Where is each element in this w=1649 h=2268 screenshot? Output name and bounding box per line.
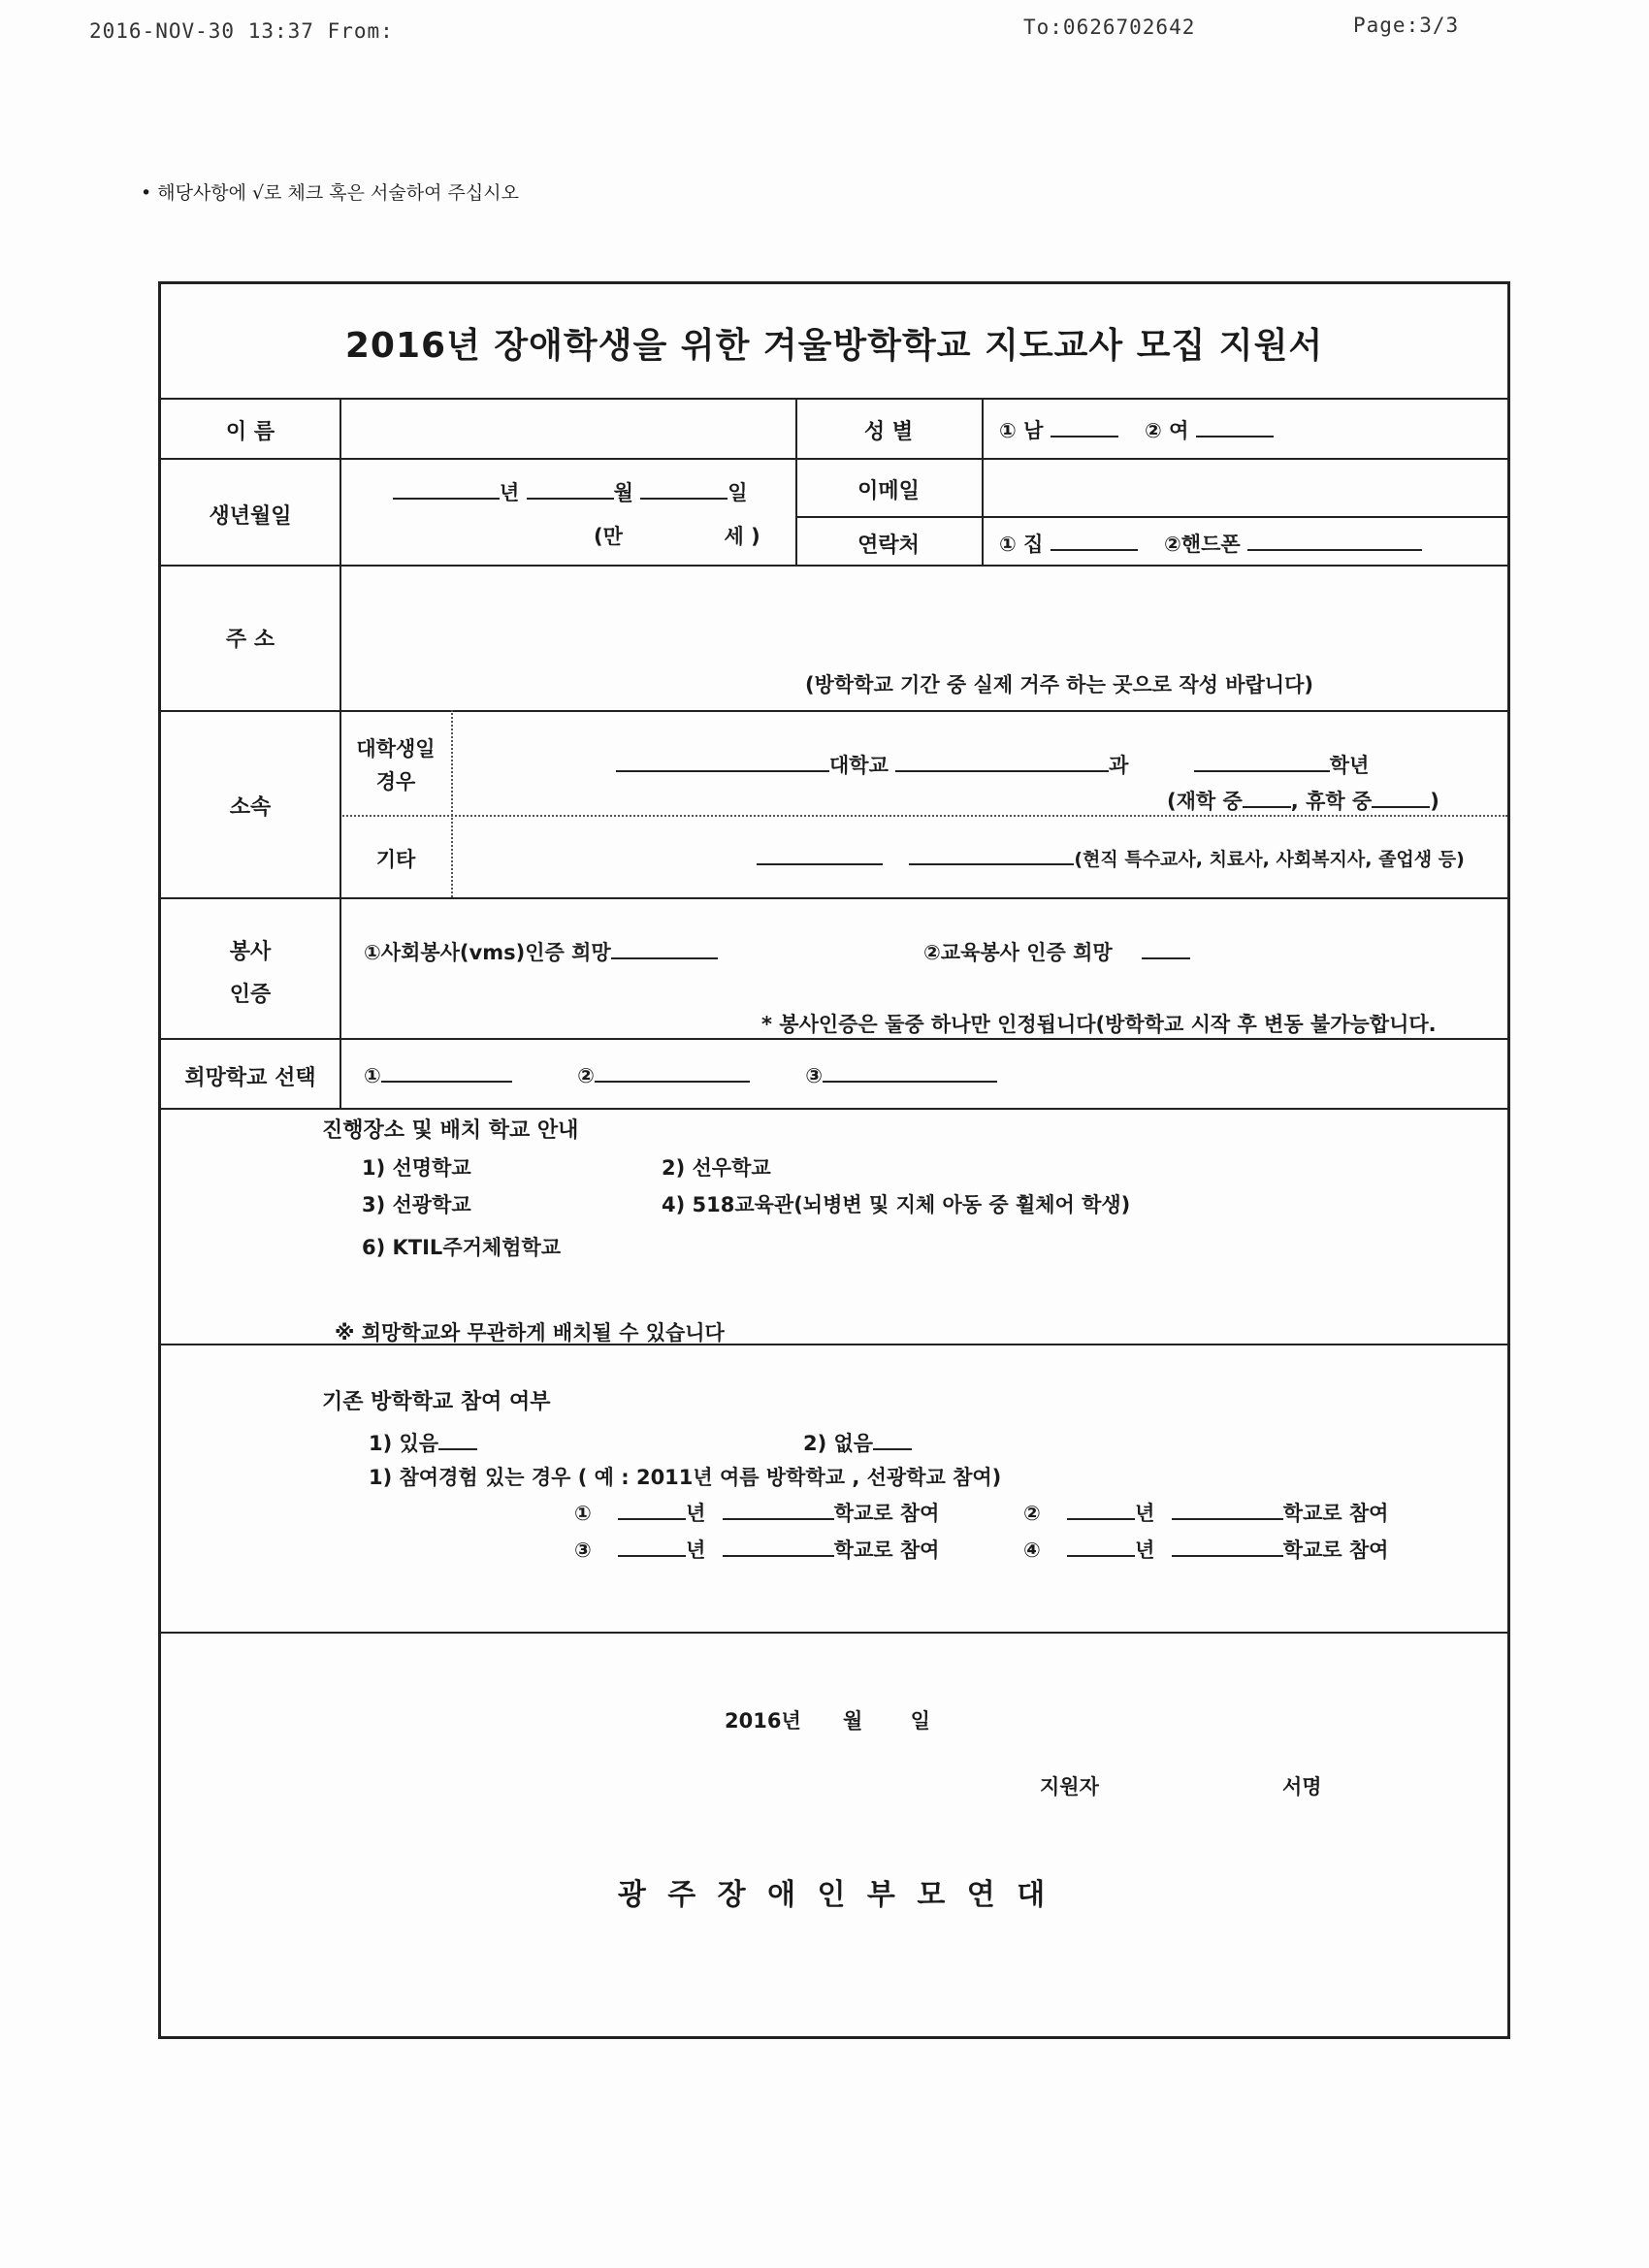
volunteer-opt2-check[interactable] [1142,938,1190,959]
participation-example: 1) 참여경험 있는 경우 ( 예 : 2011년 여름 방학학교 , 선광학교 참여) [369,1466,1002,1489]
age-close: 세 ) [724,525,760,548]
choice-3-label: ③ [805,1064,823,1087]
date-month: 월 [843,1709,863,1733]
entry-2-year: 년 [1135,1502,1155,1525]
participation-yes-label: 1) 있음 [369,1432,439,1455]
enrolled-check[interactable] [1243,787,1291,808]
birth-month-input[interactable] [527,478,614,500]
gender-female-check[interactable] [1196,416,1274,437]
entry-4-school: 학교로 참여 [1282,1539,1389,1562]
entry-2-school-input[interactable] [1172,1499,1283,1520]
entry-2-year-input[interactable] [1067,1499,1135,1520]
volunteer-option-2 [923,937,1190,966]
contact-home-input[interactable] [1051,530,1138,551]
entry-3-year: 년 [686,1539,706,1562]
rule-participation [161,1632,1507,1634]
entry-3-school: 학교로 참여 [833,1539,940,1562]
rule-univ-dotted [340,815,1507,817]
univ-case-line2: 경우 [375,770,416,794]
participation-no-label: 2) 없음 [803,1432,874,1455]
entry-3-school-input[interactable] [723,1536,834,1557]
other-input-1[interactable] [757,844,883,865]
other-fields [757,844,1465,871]
contact-fields [999,529,1422,558]
gender-female: ② 여 [1145,419,1189,442]
participation-entry-1 [574,1498,939,1527]
volunteer-option-1 [364,937,718,966]
entry-1-num: ① [574,1502,592,1525]
volunteer-line2: 인증 [229,983,272,1007]
birth-date-fields [393,477,748,506]
rule-address [161,710,1507,712]
volunteer-note: * 봉사인증은 둘중 하나만 인정됩니다(방학학교 시작 후 변동 불가능합니다. [761,1013,1437,1036]
gender-options [999,415,1274,444]
date-year: 2016년 [725,1709,801,1733]
gender-male: ① 남 [999,419,1044,442]
col-right-divider [982,398,984,565]
organization-name: 광 주 장 애 인 부 모 연 대 [617,1878,1051,1912]
venue-school-3: 3) 선광학교 [362,1193,471,1216]
choice-3-input[interactable] [823,1061,997,1083]
label-address: 주 소 [225,628,275,652]
participation-entry-2 [1023,1498,1388,1527]
enrolled-label: (재학 중 [1167,790,1243,813]
birth-day-unit: 일 [728,481,748,504]
dept-label: 과 [1109,754,1129,777]
label-other: 기타 [375,848,416,871]
participation-no [803,1428,912,1457]
birth-month-unit: 월 [613,481,633,504]
form-title: 2016년 장애학생을 위한 겨울방학학교 지도교사 모집 지원서 [344,326,1324,366]
instruction-text: • 해당사항에 √로 체크 혹은 서술하여 주십시오 [141,182,519,204]
label-school-choice: 희망학교 선택 [184,1066,316,1090]
univ-fields [616,750,1369,779]
age-open: (만 [594,525,623,548]
univ-label: 대학교 [829,754,889,777]
fax-page: Page:3/3 [1353,14,1460,37]
address-note: (방학학교 기간 중 실제 거주 하는 곳으로 작성 바랍니다) [805,673,1313,697]
rule-email [795,516,1507,518]
venue-school-5: 6) KTIL주거체험학교 [362,1236,562,1259]
grade-label: 학년 [1329,754,1370,777]
univ-case-line1: 대학생일 [356,737,436,761]
signature-date [725,1705,930,1734]
entry-4-num: ④ [1023,1539,1041,1562]
choice-2-input[interactable] [595,1061,750,1083]
rule-name [161,458,1507,460]
rule-school-choice [161,1108,1507,1110]
birth-year-unit: 년 [500,481,520,504]
entry-4-year: 년 [1135,1539,1155,1562]
participation-yes [369,1428,477,1457]
rule-volunteer [161,1038,1507,1040]
fax-recipient: To:0626702642 [1023,16,1196,39]
fax-datetime: 2016-NOV-30 13:37 From: [89,19,394,43]
dept-input[interactable] [895,751,1109,772]
contact-home-label: ① 집 [999,533,1044,556]
venue-note: ※ 희망학교와 무관하게 배치될 수 있습니다 [335,1321,725,1345]
univ-input[interactable] [616,751,829,772]
label-email: 이메일 [857,479,920,503]
rule-title [161,398,1507,400]
choice-2-label: ② [577,1064,595,1087]
date-day: 일 [910,1709,930,1733]
participation-yes-check[interactable] [438,1429,477,1450]
participation-heading: 기존 방학학교 참여 여부 [322,1390,551,1414]
volunteer-opt2-label: ②교육봉사 인증 희망 [923,941,1113,964]
contact-mobile-input[interactable] [1247,530,1422,551]
entry-1-school: 학교로 참여 [833,1502,940,1525]
leave-check[interactable] [1372,787,1430,808]
birth-day-input[interactable] [640,478,728,500]
other-input-2[interactable] [909,844,1074,865]
volunteer-opt1-check[interactable] [611,938,718,959]
entry-4-school-input[interactable] [1172,1536,1283,1557]
school-choices [364,1061,997,1087]
signature-label[interactable]: 서명 [1282,1775,1322,1798]
grade-input[interactable] [1194,751,1330,772]
label-gender: 성 별 [863,420,914,444]
participation-no-check[interactable] [873,1429,912,1450]
venue-school-4: 4) 518교육관(뇌병변 및 지체 아동 중 휠체어 학생) [662,1193,1131,1216]
age-field [594,521,760,550]
label-affiliation: 소속 [229,795,272,820]
birth-year-input[interactable] [393,478,500,500]
label-univ-case [341,732,450,798]
other-note: (현직 특수교사, 치료사, 사회복지사, 졸업생 등) [1074,849,1465,870]
entry-4-year-input[interactable] [1067,1536,1135,1557]
volunteer-opt1-label: ①사회봉사(vms)인증 희망 [364,941,611,964]
entry-3-year-input[interactable] [618,1536,686,1557]
label-name: 이 름 [225,420,275,444]
participation-entry-4 [1023,1535,1388,1564]
applicant-label: 지원자 [1040,1775,1099,1798]
label-volunteer [161,931,340,1017]
entry-1-year-input[interactable] [618,1499,686,1520]
choice-1-input[interactable] [381,1061,512,1083]
col-univ-divider [451,710,453,897]
contact-mobile-label: ②핸드폰 [1164,533,1241,556]
venue-heading: 진행장소 및 배치 학교 안내 [322,1118,579,1143]
enrollment-status: (재학 중 , 휴학 중 ) [1167,786,1439,815]
entry-3-num: ③ [574,1539,592,1562]
label-birth: 생년월일 [209,504,292,529]
rule-birth [161,565,1507,567]
leave-label: 휴학 중 [1306,790,1373,813]
volunteer-line1: 봉사 [229,940,272,964]
entry-1-school-input[interactable] [723,1499,834,1520]
venue-school-1: 1) 선명학교 [362,1156,471,1180]
rule-affiliation [161,897,1507,899]
entry-2-school: 학교로 참여 [1282,1502,1389,1525]
label-contact: 연락처 [857,534,920,558]
entry-1-year: 년 [686,1502,706,1525]
choice-1-label: ① [364,1064,381,1087]
venue-school-2: 2) 선우학교 [662,1156,771,1180]
participation-entry-3 [574,1535,939,1564]
gender-male-check[interactable] [1051,416,1118,437]
entry-2-num: ② [1023,1502,1041,1525]
